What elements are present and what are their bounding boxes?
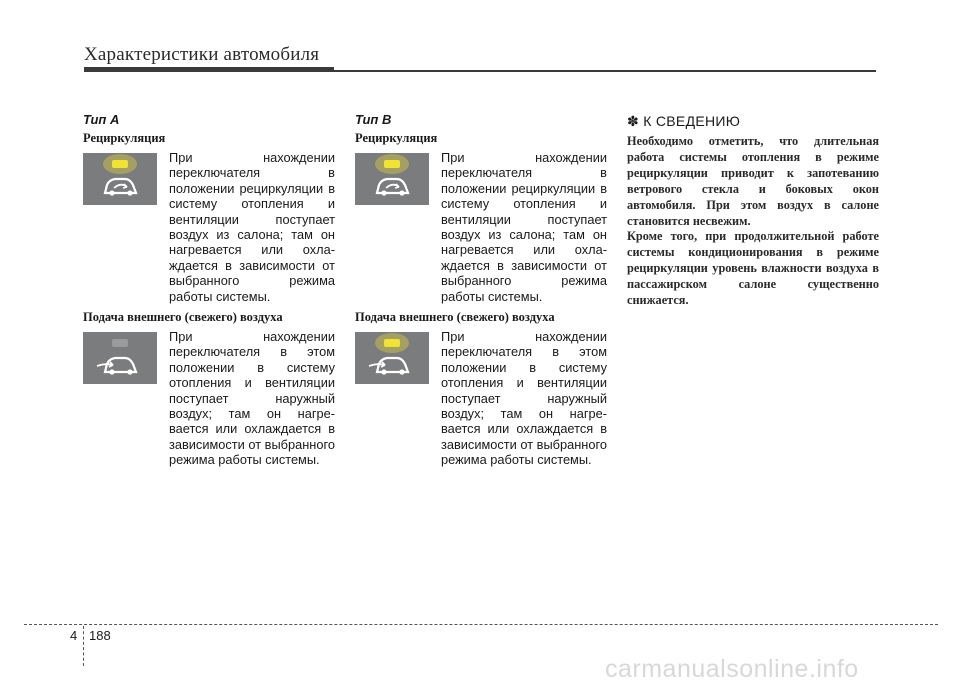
note-paragraph-1: Необходимо отметить, что длительная работа системы отопления в режиме рециркуляции приводит к запотеванию ветрового стекла и боковых окон автомобиля. При этом воздух в салоне становится несвежим. bbox=[627, 134, 879, 228]
type-b-recirc-title: Рециркуляция bbox=[355, 131, 438, 145]
type-b-recirc-text: При нахождении переключателя в положении рециркуляции в систему отопления и вентиляции поступает воздух из салона; там он нагревается или охла-ждается в зависимости от выбранного режима работы системы. bbox=[441, 150, 607, 304]
indicator-led-core bbox=[112, 160, 128, 168]
header-rule-thin bbox=[334, 70, 876, 72]
footer-vertical-divider bbox=[83, 626, 84, 666]
watermark: carmanualsonline.info bbox=[605, 655, 859, 683]
fresh-air-button-image bbox=[355, 332, 429, 384]
type-a-fresh-text: При нахождении переключателя в этом положении в систему отопления и вентиляции поступает наружный воздух; там он нагре-вается или охлаждается в зависимости от выбранного режима работы системы. bbox=[169, 329, 335, 468]
note-paragraph-2: Кроме того, при продолжительной работе системы кондиционирования в режиме рециркуляции уровень влажности воздуха в пассажирском салоне существенно снижается. bbox=[627, 229, 879, 308]
column-type-b bbox=[355, 112, 607, 481]
note-column bbox=[627, 112, 879, 309]
type-a-recirc-title: Рециркуляция bbox=[83, 131, 166, 145]
car-recirculation-icon bbox=[355, 153, 429, 205]
footer-divider bbox=[24, 624, 938, 625]
section-number: 4 bbox=[70, 628, 78, 643]
note-title-text: К СВЕДЕНИЮ bbox=[643, 113, 741, 129]
fresh-air-button-image bbox=[83, 332, 157, 384]
recirculation-button-image bbox=[83, 153, 157, 205]
page-number: 188 bbox=[89, 628, 111, 643]
car-recirculation-icon bbox=[83, 153, 157, 205]
note-mark-icon: ✽ bbox=[627, 113, 640, 129]
type-a-fresh-title: Подача внешнего (свежего) воздуха bbox=[83, 310, 283, 324]
type-a-recirc-block bbox=[83, 150, 335, 304]
type-b-recirc-block bbox=[355, 150, 607, 304]
type-b-fresh-block bbox=[355, 329, 607, 481]
type-a-title: Тип A bbox=[83, 112, 120, 127]
recirculation-button-image bbox=[355, 153, 429, 205]
header-rule-thick bbox=[84, 67, 334, 72]
car-outside-air-icon bbox=[83, 332, 157, 384]
type-a-recirc-text: При нахождении переключателя в положении рециркуляции в систему отопления и вентиляции поступает воздух из салона; там он нагревается или охла-ждается в зависимости от выбранного режима работы системы. bbox=[169, 150, 335, 304]
note-title bbox=[627, 113, 879, 130]
type-a-fresh-block bbox=[83, 329, 335, 481]
indicator-led-core bbox=[112, 339, 128, 347]
car-outside-air-icon bbox=[355, 332, 429, 384]
type-b-fresh-text: При нахождении переключателя в этом положении в систему отопления и вентиляции поступает наружный воздух; там он нагре-вается или охлаждается в зависимости от выбранного режима работы системы. bbox=[441, 329, 607, 468]
header-title: Характеристики автомобиля bbox=[84, 44, 320, 65]
indicator-led-core bbox=[384, 160, 400, 168]
type-b-fresh-title: Подача внешнего (свежего) воздуха bbox=[355, 310, 555, 324]
indicator-led-core bbox=[384, 339, 400, 347]
column-type-a bbox=[83, 112, 335, 481]
type-b-title: Тип B bbox=[355, 112, 392, 127]
